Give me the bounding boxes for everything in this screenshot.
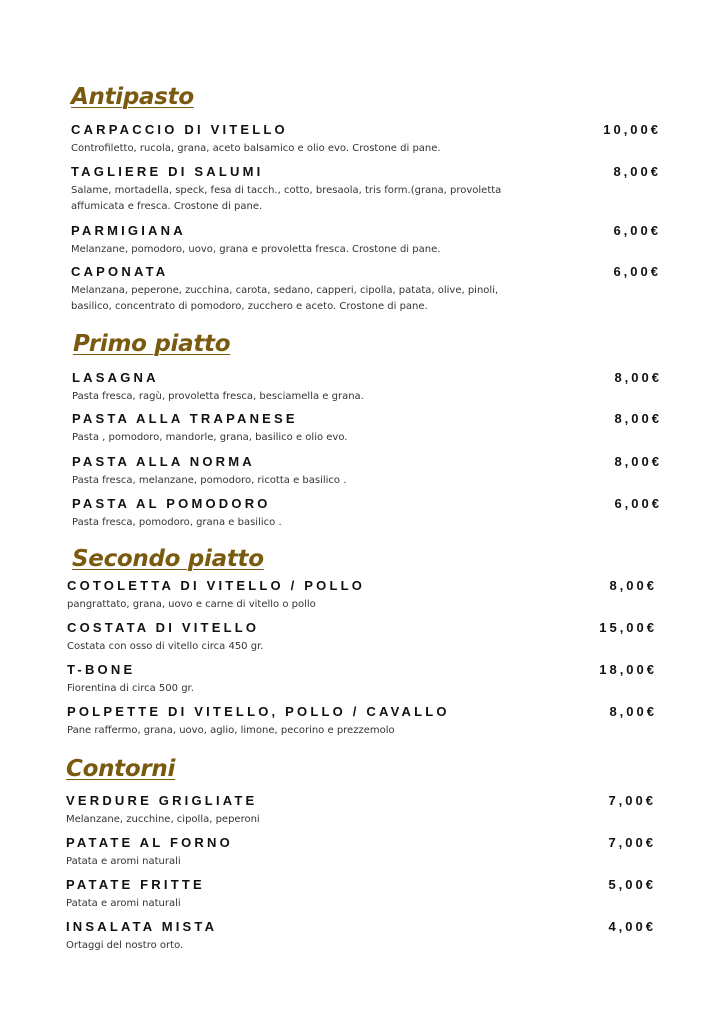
menu-item (71, 264, 661, 315)
menu-item (72, 411, 662, 446)
item-name: CAPONATA (71, 264, 169, 279)
menu-item (66, 793, 656, 828)
menu-item (66, 877, 656, 912)
item-description: Pane raffermo, grana, uovo, aglio, limone, pecorino e prezzemolo (67, 725, 395, 736)
item-name: PATATE FRITTE (66, 877, 205, 892)
menu-item (71, 122, 661, 157)
item-price: 8,00€ (609, 578, 657, 593)
item-price: 10,00€ (603, 122, 661, 137)
item-price: 8,00€ (609, 704, 657, 719)
item-description: Melanzane, zucchine, cipolla, peperoni (66, 814, 260, 825)
item-description: Pasta fresca, melanzane, pomodoro, ricotta e basilico . (72, 475, 347, 486)
item-name: COTOLETTA DI VITELLO / POLLO (67, 578, 366, 593)
item-price: 8,00€ (614, 370, 662, 385)
menu-item (72, 454, 662, 489)
item-name: INSALATA MISTA (66, 919, 218, 934)
item-description: Costata con osso di vitello circa 450 gr. (67, 641, 264, 652)
item-price: 8,00€ (613, 164, 661, 179)
item-price: 7,00€ (608, 793, 656, 808)
section-title-contorni: Contorni (66, 756, 176, 782)
menu-item (66, 835, 656, 870)
item-description: Controfiletto, rucola, grana, aceto balsamico e olio evo. Crostone di pane. (71, 143, 441, 154)
item-name: PATATE AL FORNO (66, 835, 233, 850)
menu-item (67, 704, 657, 739)
item-price: 8,00€ (614, 454, 662, 469)
section-title-secondo-piatto: Secondo piatto (72, 546, 264, 572)
item-description: Patata e aromi naturali (66, 856, 181, 867)
item-name: PASTA ALLA TRAPANESE (72, 411, 298, 426)
item-name: PARMIGIANA (71, 223, 186, 238)
item-description: Patata e aromi naturali (66, 898, 181, 909)
item-name: POLPETTE DI VITELLO, POLLO / CAVALLO (67, 704, 450, 719)
item-price: 15,00€ (599, 620, 657, 635)
menu-item (67, 620, 657, 655)
item-price: 6,00€ (614, 496, 662, 511)
menu-item (72, 370, 662, 405)
item-price: 18,00€ (599, 662, 657, 677)
item-price: 6,00€ (613, 223, 661, 238)
menu-item (71, 164, 661, 215)
item-price: 4,00€ (608, 919, 656, 934)
item-description: Ortaggi del nostro orto. (66, 940, 184, 951)
item-price: 6,00€ (613, 264, 661, 279)
item-name: LASAGNA (72, 370, 159, 385)
menu-item (72, 496, 662, 531)
item-name: PASTA AL POMODORO (72, 496, 271, 511)
item-description: Fiorentina di circa 500 gr. (67, 683, 194, 694)
item-name: T-BONE (67, 662, 136, 677)
item-description: Pasta fresca, pomodoro, grana e basilico . (72, 517, 282, 528)
item-description: Melanzana, peperone, zucchina, carota, sedano, capperi, cipolla, patata, olive, pinoli, basilico, concentrato di pomodoro, zucchero e aceto. Crostone di pane. (71, 285, 499, 312)
item-name: CARPACCIO DI VITELLO (71, 122, 288, 137)
menu-item (71, 223, 661, 258)
item-description: Pasta fresca, ragù, provoletta fresca, besciamella e grana. (72, 391, 364, 402)
item-name: TAGLIERE DI SALUMI (71, 164, 264, 179)
section-title-primo-piatto: Primo piatto (73, 331, 231, 357)
menu-item (67, 578, 657, 613)
item-description: Pasta , pomodoro, mandorle, grana, basilico e olio evo. (72, 432, 348, 443)
item-description: Salame, mortadella, speck, fesa di tacch., cotto, bresaola, tris form.(grana, provoletta affumicata e fresca. Crostone di pane. (71, 185, 502, 212)
menu-item (67, 662, 657, 697)
item-price: 5,00€ (608, 877, 656, 892)
menu-item (66, 919, 656, 954)
section-title-antipasto: Antipasto (71, 84, 194, 110)
item-description: pangrattato, grana, uovo e carne di vitello o pollo (67, 599, 316, 610)
item-description: Melanzane, pomodoro, uovo, grana e provoletta fresca. Crostone di pane. (71, 244, 441, 255)
item-name: COSTATA DI VITELLO (67, 620, 260, 635)
item-name: PASTA ALLA NORMA (72, 454, 255, 469)
item-price: 7,00€ (608, 835, 656, 850)
item-price: 8,00€ (614, 411, 662, 426)
item-name: VERDURE GRIGLIATE (66, 793, 258, 808)
